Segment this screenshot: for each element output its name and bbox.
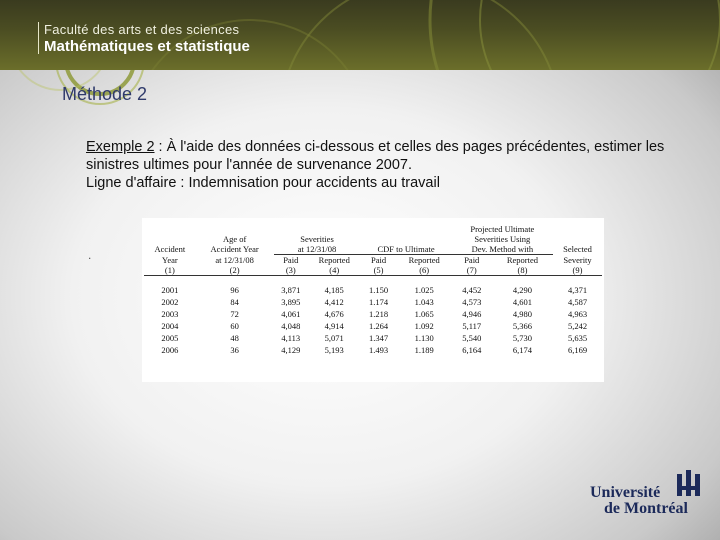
header-year: Year — [162, 254, 178, 265]
header-age: Age of — [222, 234, 247, 244]
table-cell: 5,366 — [512, 321, 532, 331]
decorative-circles — [0, 70, 260, 140]
bullet-dot: . — [88, 248, 92, 262]
table-cell: 3,871 — [281, 285, 301, 295]
severity-table-image — [142, 218, 604, 382]
header-cdf: CDF to Ultimate — [360, 244, 451, 255]
table-cell: 5,193 — [324, 345, 344, 355]
table-row — [144, 296, 602, 308]
table-cell: 4,290 — [512, 285, 532, 295]
table-cell: 2002 — [161, 297, 179, 307]
col-number: (9) — [553, 265, 602, 276]
table-cell: 1.092 — [414, 321, 434, 331]
department-title: Mathématiques et statistique — [44, 38, 250, 55]
table-cell: 1.150 — [368, 285, 389, 295]
table-cell: 5,635 — [567, 333, 588, 343]
header-severities2: at 12/31/08 — [274, 244, 361, 255]
table-cell: 4,452 — [462, 285, 482, 295]
header-paid-1: Paid — [283, 255, 299, 265]
table-cell: 4,914 — [324, 321, 344, 331]
header-paid-3: Paid — [464, 255, 480, 265]
table-cell: 96 — [230, 285, 239, 295]
header-banner — [0, 0, 720, 70]
table-cell: 6,174 — [512, 345, 532, 355]
university-emblem-icon — [674, 470, 704, 500]
header-reported-3: Reported — [506, 255, 539, 265]
table-cell: 4,129 — [281, 345, 301, 355]
table-row — [144, 308, 602, 320]
table-cell: 1.025 — [414, 285, 434, 295]
table-row — [144, 276, 602, 297]
col-number: (5) — [360, 265, 396, 276]
severity-table — [144, 224, 602, 356]
table-cell: 5,242 — [567, 321, 588, 331]
table-cell: 6,169 — [567, 345, 588, 355]
table-cell: 48 — [230, 333, 239, 343]
table-cell: 4,587 — [567, 297, 588, 307]
header-severities: Severities — [300, 234, 334, 244]
col-number: (1) — [144, 265, 196, 276]
table-cell: 4,601 — [512, 297, 532, 307]
table-row — [144, 320, 602, 332]
table-cell: 5,540 — [462, 333, 482, 343]
header-selected: Selected — [563, 244, 592, 255]
col-number: (3) — [274, 265, 308, 276]
col-number: (7) — [452, 265, 492, 276]
header-projected2: Severities Using — [474, 234, 531, 244]
col-number: (4) — [308, 265, 360, 276]
table-cell: 4,048 — [281, 321, 301, 331]
table-cell: 4,676 — [324, 309, 344, 319]
example-paragraph — [86, 138, 686, 192]
header-accident: Accident — [154, 244, 186, 255]
header-reported-1: Reported — [318, 255, 350, 265]
table-cell: 4,371 — [567, 285, 588, 295]
table-cell: 4,573 — [462, 297, 482, 307]
example-label: Exemple 2 — [86, 139, 155, 155]
table-cell: 4,061 — [281, 309, 301, 319]
logo-line1: Université — [590, 484, 661, 501]
table-cell: 84 — [230, 297, 239, 307]
table-cell: 4,963 — [567, 309, 588, 319]
example-text: : À l'aide des données ci-dessous et celles des pages précédentes, estimer les sinistres ultimes pour l'année de survenance 2007. — [86, 139, 665, 173]
table-cell: 3,895 — [281, 297, 301, 307]
table-row — [144, 344, 602, 356]
table-cell: 1.218 — [368, 309, 389, 319]
table-cell: 2006 — [161, 345, 179, 355]
logo-line2: de Montréal — [604, 500, 688, 517]
table-cell: 6,164 — [462, 345, 482, 355]
faculty-label: Faculté des arts et des sciences — [44, 22, 240, 37]
table-cell: 2001 — [161, 285, 179, 295]
header-projected: Projected Ultimate — [470, 224, 535, 234]
header-selected2: Severity — [563, 254, 592, 265]
table-cell: 2004 — [161, 321, 179, 331]
header-divider — [38, 22, 39, 54]
table-cell: 1.130 — [414, 333, 434, 343]
header-age2: Accident Year — [210, 244, 259, 255]
table-cell: 1.174 — [368, 297, 389, 307]
table-cell: 4,946 — [462, 309, 482, 319]
example-line — [86, 138, 686, 174]
line-of-business: Ligne d'affaire : Indemnisation pour accidents au travail — [86, 175, 440, 191]
header-reported-2: Reported — [408, 255, 440, 265]
table-cell: 2003 — [161, 309, 179, 319]
table-cell: 1.493 — [368, 345, 389, 355]
table-cell: 4,412 — [324, 297, 344, 307]
header-age3: at 12/31/08 — [215, 254, 254, 265]
col-number: (2) — [196, 265, 274, 276]
table-cell: 1.189 — [414, 345, 434, 355]
table-cell: 5,071 — [324, 333, 344, 343]
table-cell: 1.065 — [414, 309, 434, 319]
table-cell: 4,185 — [324, 285, 344, 295]
header-projected3: Dev. Method with — [452, 244, 553, 255]
table-cell: 1.264 — [368, 321, 389, 331]
table-cell: 4,980 — [512, 309, 532, 319]
table-cell: 1.043 — [414, 297, 434, 307]
table-cell: 1.347 — [368, 333, 389, 343]
university-logo — [590, 470, 710, 520]
table-cell: 2005 — [161, 333, 179, 343]
table-cell: 4,113 — [281, 333, 301, 343]
table-row — [144, 332, 602, 344]
section-title: Méthode 2 — [62, 84, 148, 104]
header-paid-2: Paid — [370, 255, 387, 265]
table-cell: 5,117 — [462, 321, 482, 331]
table-cell: 72 — [230, 309, 239, 319]
table-cell: 5,730 — [512, 333, 532, 343]
col-number: (8) — [492, 265, 553, 276]
table-cell: 60 — [230, 321, 239, 331]
col-number: (6) — [397, 265, 452, 276]
table-cell: 36 — [230, 345, 239, 355]
